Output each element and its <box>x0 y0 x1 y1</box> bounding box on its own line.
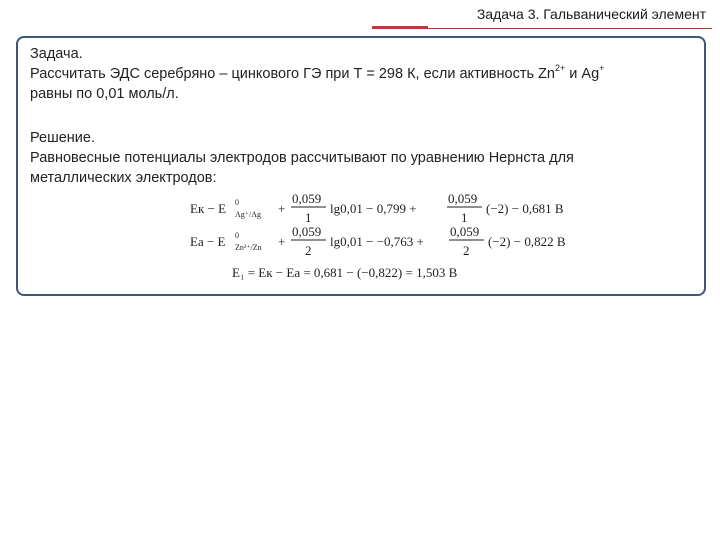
solution-heading: Решение. <box>30 130 95 146</box>
f1-sub: Ag⁺/Ag <box>235 210 261 219</box>
f2-num2: 0,059 <box>450 224 480 239</box>
formula-emf: E₁ = Eк − Eа = 0,681 − (−0,822) = 1,503 В <box>232 265 458 280</box>
f2-sub: Zn²⁺/Zn <box>235 243 262 252</box>
f1-den2: 1 <box>461 210 468 225</box>
task-line-1-start: Рассчитать ЭДС серебряно – цинкового ГЭ при Т = 298 К, если активность Zn <box>30 66 555 82</box>
f2-tail: (−2) − 0,822 В <box>488 234 566 249</box>
task-line-1-mid: и Ag <box>565 66 600 82</box>
f2-den2: 2 <box>463 243 470 258</box>
f1-plus: + <box>278 201 286 216</box>
solution-line-2: металлических электродов: <box>30 170 217 186</box>
task-line-2: равны по 0,01 моль/л. <box>30 86 179 102</box>
ag-charge: + <box>599 63 605 74</box>
f1-sup: 0 <box>235 198 239 207</box>
f1-den: 1 <box>305 210 312 225</box>
f1-num2: 0,059 <box>448 191 478 206</box>
task-heading: Задача. <box>30 46 83 62</box>
f1-lhs: Eк − E <box>190 201 227 216</box>
slide-title: Задача 3. Гальванический элемент <box>476 6 706 22</box>
f2-sup: 0 <box>235 231 239 240</box>
solution-line-1: Равновесные потенциалы электродов рассчитывают по уравнению Нернста для <box>30 150 574 166</box>
f2-plus: + <box>278 234 286 249</box>
f2-den: 2 <box>305 243 312 258</box>
f1-num: 0,059 <box>292 191 322 206</box>
zn-charge: 2+ <box>554 63 566 74</box>
f2-lhs: Eа − E <box>190 234 226 249</box>
f1-mid: lg0,01 − 0,799 + <box>330 201 417 216</box>
formula-zinc-electrode <box>190 224 566 258</box>
formula-silver-electrode <box>190 191 564 225</box>
f2-mid: lg0,01 − −0,763 + <box>330 234 424 249</box>
f2-num: 0,059 <box>292 224 322 239</box>
f1-tail: (−2) − 0,681 В <box>486 201 564 216</box>
